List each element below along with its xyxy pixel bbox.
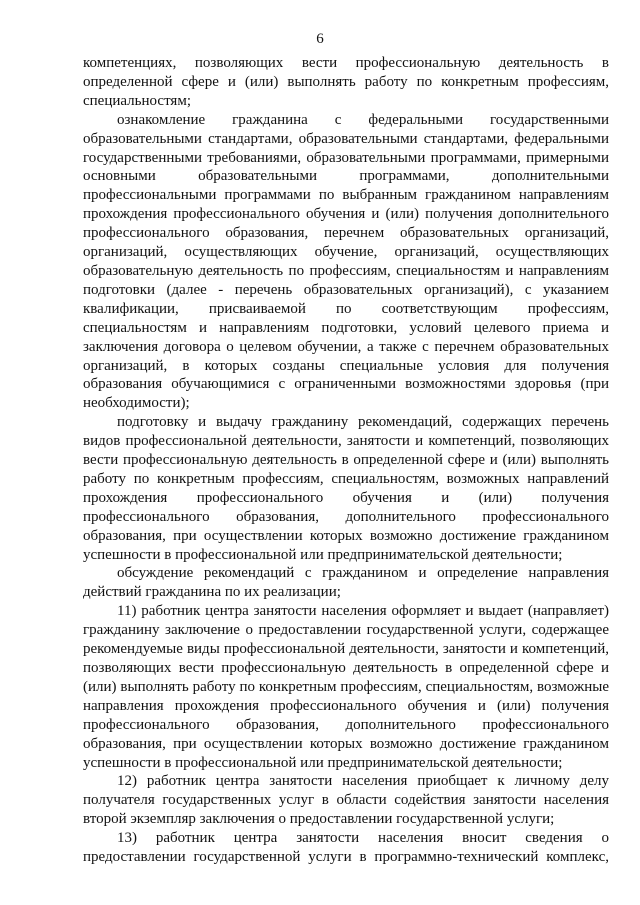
- paragraph-item-13: 13) работник центра занятости населения вносит сведения о предоставлении государственной услуги в программно-технический комплекс,: [83, 830, 609, 866]
- paragraph-familiarization: ознакомление гражданина с федеральными государственными образовательными стандартами, образовательными стандартами, федеральными государственными требованиями, образовательными программами, примерными основными образовательными программами, дополнительными профессиональными программами по выбранным гражданином направлениям прохождения профессионального обучения и (или) получения дополнительного профессионального образования, перечнем образовательных организаций, организаций, осуществляющих обучение, организаций, осуществляющих образовательную деятельность по профессиям, специальностям и направлениям подготовки (далее - перечень образовательных организаций), с указанием квалификации, присваиваемой по соответствующим профессиям, специальностям и направлениям подготовки, условий целевого приема и заключения договора о целевом обучении, а также с перечнем образовательных организаций, в которых созданы специальные условия для получения образования обучающимися с ограниченными возможностями здоровья (при необходимости);: [83, 111, 609, 412]
- paragraph-recommendations-discussion: обсуждение рекомендаций с гражданином и определение направления действий гражданина по их реализации;: [83, 565, 609, 601]
- paragraph-recommendations-preparation: подготовку и выдачу гражданину рекомендаций, содержащих перечень видов профессиональной деятельности, занятости и компетенций, позволяющих вести профессиональную деятельность в определенной сфере и (или) выполнять работу по конкретным профессиям, специальностям, возможных направлений прохождения профессионального обучения и (или) получения профессионального образования, дополнительного профессионального образования, при осуществлении которых возможно достижение гражданином успешности в профессиональной или предпринимательской деятельности;: [83, 414, 609, 563]
- paragraph-item-11: 11) работник центра занятости населения оформляет и выдает (направляет) гражданину заключение о предоставлении государственной услуги, содержащее рекомендуемые виды профессиональной деятельности, занятости и компетенций, позволяющих вести профессиональную деятельность в определенной сфере и (или) выполнять работу по конкретным профессиям, специальностям, возможные направления прохождения профессионального обучения и (или) получения профессионального образования, дополнительного профессионального образования, при осуществлении которых возможно достижение гражданином успешности в профессиональной или предпринимательской деятельности;: [83, 603, 609, 771]
- paragraph-competencies-continuation: компетенциях, позволяющих вести профессиональную деятельность в определенной сфере и (или) выполнять работу по конкретным профессиям, специальностям;: [83, 55, 609, 109]
- document-body: [83, 54, 609, 867]
- page-number: 6: [316, 31, 324, 47]
- paragraph-item-12: 12) работник центра занятости населения приобщает к личному делу получателя государственных услуг в области содействия занятости населения второй экземпляр заключения о предоставлении государственной услуги;: [83, 773, 609, 828]
